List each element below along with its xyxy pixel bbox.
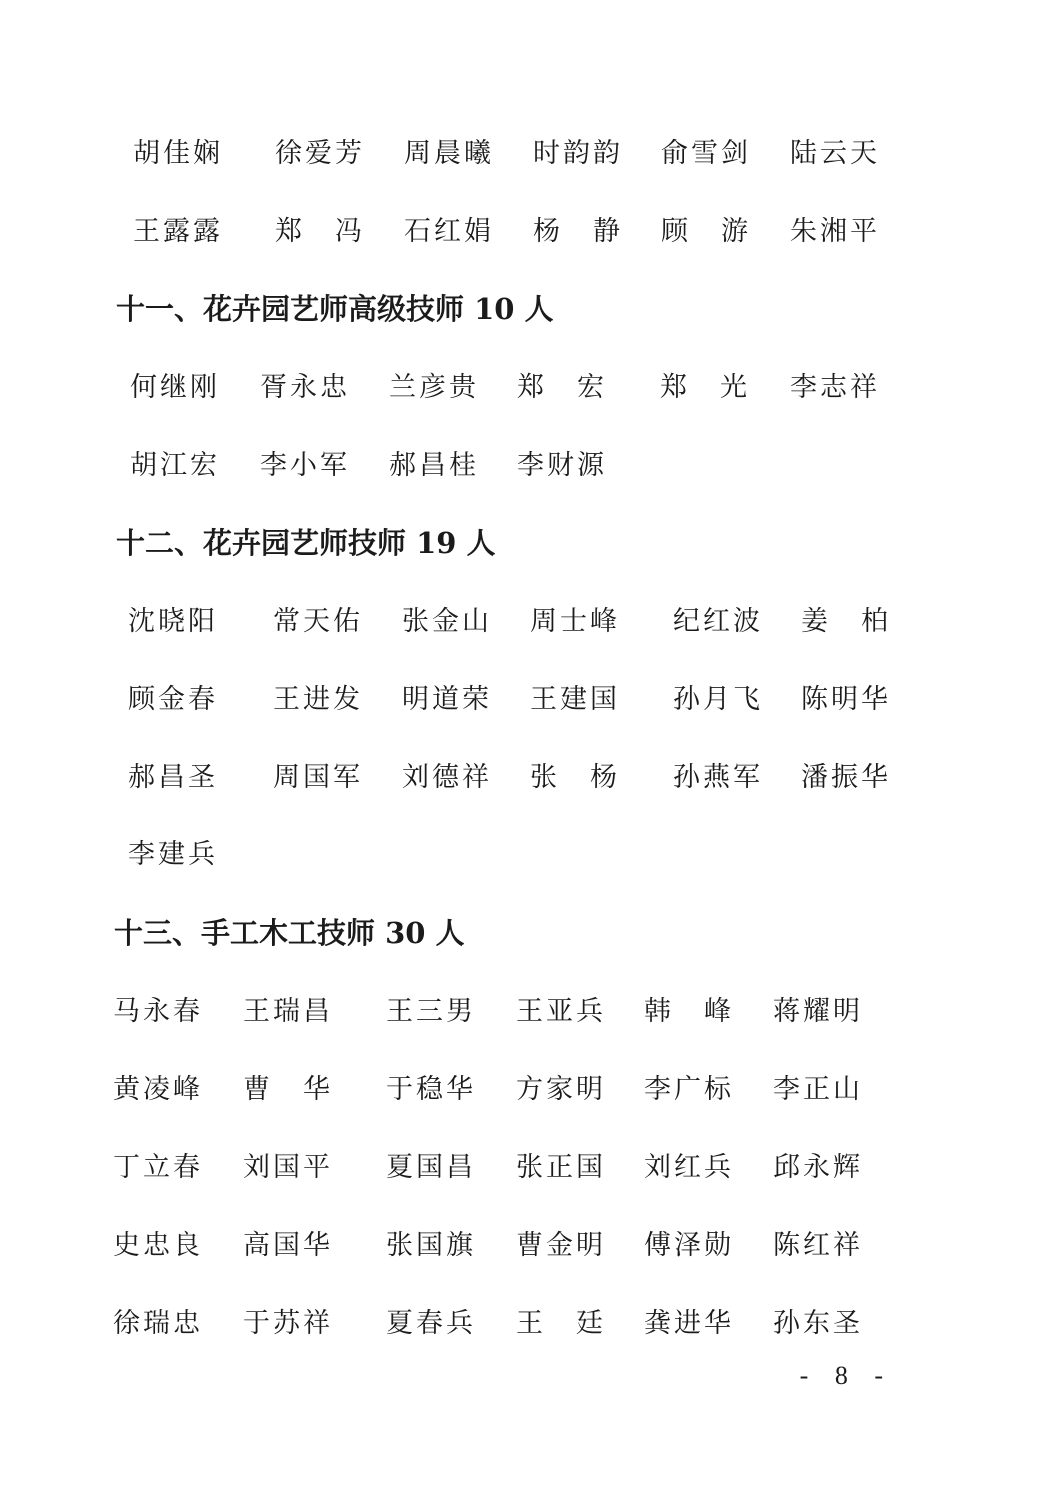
person-name: 傅泽勋 <box>644 1230 734 1261</box>
person-name: 胡佳娴 <box>133 138 223 169</box>
person-name: 王露露 <box>133 216 223 247</box>
person-name: 顾金春 <box>128 684 218 715</box>
person-name: 郝昌圣 <box>128 762 218 793</box>
person-name: 周士峰 <box>530 606 620 637</box>
person-name: 明道荣 <box>402 684 492 715</box>
person-name: 王亚兵 <box>516 996 606 1027</box>
section-heading: 十三、手工木工技师 30 人 <box>114 916 465 950</box>
person-name: 张 杨 <box>530 762 620 793</box>
person-name: 王 廷 <box>516 1308 606 1339</box>
person-name: 张国旗 <box>386 1230 476 1261</box>
person-name: 刘国平 <box>243 1152 333 1183</box>
name-row <box>0 758 1061 798</box>
person-name: 潘振华 <box>801 762 891 793</box>
person-name: 俞雪剑 <box>661 138 751 169</box>
person-name: 杨 静 <box>533 216 623 247</box>
name-row <box>0 992 1061 1032</box>
person-name: 夏国昌 <box>386 1152 476 1183</box>
person-name: 王建国 <box>530 684 620 715</box>
person-name: 丁立春 <box>113 1152 203 1183</box>
person-name: 刘德祥 <box>402 762 492 793</box>
person-name: 陈红祥 <box>773 1230 863 1261</box>
person-name: 纪红波 <box>673 606 763 637</box>
person-name: 胡江宏 <box>130 450 220 481</box>
person-name: 陆云天 <box>790 138 880 169</box>
person-name: 张金山 <box>402 606 492 637</box>
person-name: 刘红兵 <box>644 1152 734 1183</box>
name-row <box>0 446 1061 486</box>
person-name: 蒋耀明 <box>773 996 863 1027</box>
person-name: 孙东圣 <box>773 1308 863 1339</box>
person-name: 曹金明 <box>516 1230 606 1261</box>
person-name: 王进发 <box>273 684 363 715</box>
person-name: 沈晓阳 <box>128 606 218 637</box>
person-name: 李正山 <box>773 1074 863 1105</box>
person-name: 王三男 <box>386 996 476 1027</box>
name-row <box>0 1148 1061 1188</box>
name-row <box>0 212 1061 252</box>
person-name: 马永春 <box>113 996 203 1027</box>
name-row <box>0 134 1061 174</box>
person-name: 李广标 <box>644 1074 734 1105</box>
person-name: 周晨曦 <box>404 138 494 169</box>
person-name: 顾 游 <box>661 216 751 247</box>
person-name: 常天佑 <box>273 606 363 637</box>
person-name: 陈明华 <box>801 684 891 715</box>
person-name: 高国华 <box>243 1230 333 1261</box>
person-name: 史忠良 <box>113 1230 203 1261</box>
person-name: 李财源 <box>517 450 607 481</box>
section-heading: 十二、花卉园艺师技师 19 人 <box>116 526 496 560</box>
person-name: 孙月飞 <box>673 684 763 715</box>
person-name: 李志祥 <box>790 372 880 403</box>
page-number: - 8 - <box>799 1361 893 1390</box>
name-row <box>0 680 1061 720</box>
person-name: 孙燕军 <box>673 762 763 793</box>
person-name: 郑 冯 <box>275 216 365 247</box>
person-name: 方家明 <box>516 1074 606 1105</box>
name-row <box>0 1304 1061 1344</box>
person-name: 黄凌峰 <box>113 1074 203 1105</box>
person-name: 何继刚 <box>130 372 220 403</box>
person-name: 郑 宏 <box>517 372 607 403</box>
person-name: 姜 柏 <box>801 606 891 637</box>
person-name: 胥永忠 <box>260 372 350 403</box>
person-name: 李小军 <box>260 450 350 481</box>
person-name: 于稳华 <box>386 1074 476 1105</box>
person-name: 王瑞昌 <box>243 996 333 1027</box>
person-name: 李建兵 <box>128 839 218 870</box>
person-name: 时韵韵 <box>533 138 623 169</box>
name-row <box>0 1226 1061 1266</box>
person-name: 周国军 <box>273 762 363 793</box>
name-row <box>0 368 1061 408</box>
person-name: 夏春兵 <box>386 1308 476 1339</box>
person-name: 兰彦贵 <box>389 372 479 403</box>
person-name: 韩 峰 <box>644 996 734 1027</box>
person-name: 张正国 <box>516 1152 606 1183</box>
name-row <box>0 1070 1061 1110</box>
name-row <box>0 835 1061 875</box>
name-row <box>0 602 1061 642</box>
person-name: 徐爱芳 <box>275 138 365 169</box>
person-name: 郝昌桂 <box>389 450 479 481</box>
person-name: 石红娟 <box>404 216 494 247</box>
person-name: 朱湘平 <box>790 216 880 247</box>
person-name: 曹 华 <box>243 1074 333 1105</box>
person-name: 徐瑞忠 <box>113 1308 203 1339</box>
person-name: 郑 光 <box>660 372 750 403</box>
person-name: 于苏祥 <box>243 1308 333 1339</box>
section-heading: 十一、花卉园艺师高级技师 10 人 <box>116 292 554 326</box>
person-name: 邱永辉 <box>773 1152 863 1183</box>
person-name: 龚进华 <box>644 1308 734 1339</box>
